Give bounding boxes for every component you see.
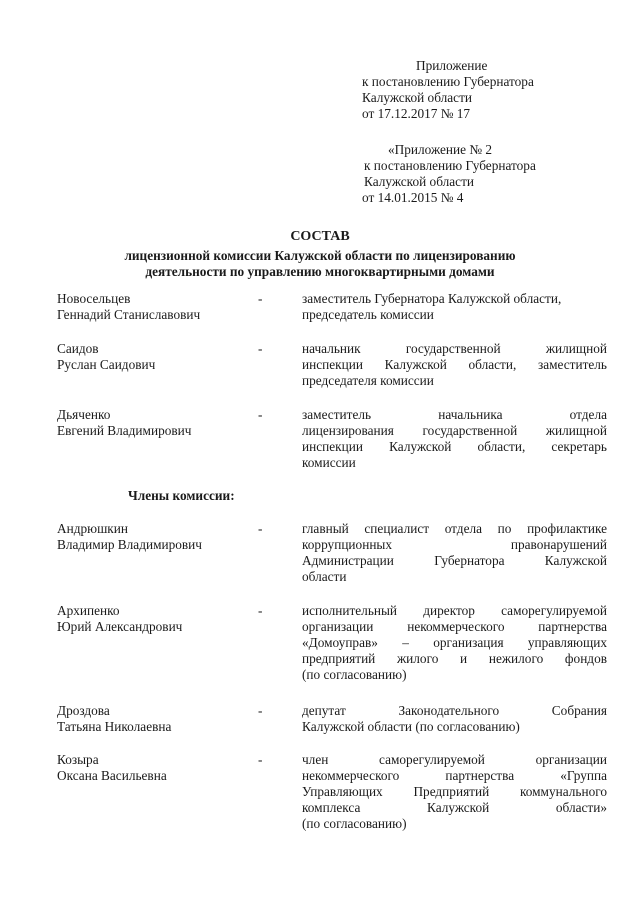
member-surname: Андрюшкин <box>57 521 128 536</box>
member-surname: Саидов <box>57 341 99 356</box>
member-role <box>302 291 607 323</box>
member-name <box>57 603 247 635</box>
member-name <box>57 341 247 373</box>
member-given-name: Евгений Владимирович <box>57 423 192 438</box>
member-role <box>302 407 607 471</box>
appendix-line: Калужской области <box>362 90 472 105</box>
dash-separator: - <box>258 521 263 536</box>
member-given-name: Татьяна Николаевна <box>57 719 172 734</box>
dash-separator: - <box>258 291 263 306</box>
role-line: главный специалист отдела по профилактике <box>302 521 607 536</box>
role-line: «Домоуправ» – организация управляющих <box>302 635 607 650</box>
role-line: комплекса Калужской области» <box>302 800 607 815</box>
role-line: исполнительный директор саморегулируемой <box>302 603 607 618</box>
role-line: депутат Законодательного Собрания <box>302 703 607 718</box>
member-given-name: Оксана Васильевна <box>57 768 167 783</box>
member-role <box>302 603 607 683</box>
member-surname: Дроздова <box>57 703 110 718</box>
role-line: заместитель Губернатора Калужской области, <box>302 291 562 306</box>
role-line: коррупционных правонарушений <box>302 537 607 552</box>
appendix-line: Приложение <box>416 58 488 73</box>
dash-separator: - <box>258 603 263 618</box>
role-line: Администрации Губернатора Калужской <box>302 553 607 568</box>
dash-separator: - <box>258 341 263 356</box>
appendix-prev-line: от 14.01.2015 № 4 <box>362 190 464 205</box>
role-line: области <box>302 569 347 584</box>
members-heading: Члены комиссии: <box>128 488 235 503</box>
member-name <box>57 407 247 439</box>
dash-separator: - <box>258 752 263 767</box>
document-heading: СОСТАВ <box>290 229 350 244</box>
member-surname: Новосельцев <box>57 291 131 306</box>
member-role <box>302 341 607 389</box>
member-given-name: Юрий Александрович <box>57 619 183 634</box>
role-line: Калужской области (по согласованию) <box>302 719 520 734</box>
role-line: председатель комиссии <box>302 307 434 322</box>
appendix-block <box>362 58 612 122</box>
role-line: комиссии <box>302 455 356 470</box>
member-role <box>302 752 607 832</box>
member-name <box>57 752 247 784</box>
dash-separator: - <box>258 703 263 718</box>
role-line: председателя комиссии <box>302 373 434 388</box>
member-surname: Дьяченко <box>57 407 111 422</box>
appendix-prev-line: Калужской области <box>364 174 474 189</box>
member-given-name: Геннадий Станиславович <box>57 307 201 322</box>
member-role <box>302 521 607 585</box>
role-line: инспекции Калужской области, заместитель <box>302 357 607 372</box>
member-name <box>57 291 247 323</box>
role-line: инспекции Калужской области, секретарь <box>302 439 607 454</box>
member-surname: Архипенко <box>57 603 120 618</box>
role-line: (по согласованию) <box>302 667 407 682</box>
member-surname: Козыра <box>57 752 99 767</box>
appendix-prev-line: «Приложение № 2 <box>388 142 492 157</box>
appendix-prev-line: к постановлению Губернатора <box>364 158 536 173</box>
member-name <box>57 703 247 735</box>
dash-separator: - <box>258 407 263 422</box>
role-line: организации некоммерческого партнерства <box>302 619 607 634</box>
member-given-name: Руслан Саидович <box>57 357 156 372</box>
member-role <box>302 703 607 735</box>
role-line: Управляющих Предприятий коммунального <box>302 784 607 799</box>
member-given-name: Владимир Владимирович <box>57 537 202 552</box>
role-line: начальник государственной жилищной <box>302 341 607 356</box>
document-subtitle-line2: деятельности по управлению многоквартирными домами <box>145 264 495 279</box>
role-line: (по согласованию) <box>302 816 407 831</box>
role-line: член саморегулируемой организации <box>302 752 607 767</box>
appendix-line: к постановлению Губернатора <box>362 74 534 89</box>
role-line: заместитель начальника отдела <box>302 407 607 422</box>
role-line: предприятий жилого и нежилого фондов <box>302 651 607 666</box>
document-subtitle-line1: лицензионной комиссии Калужской области по лицензированию <box>124 248 516 263</box>
member-name <box>57 521 247 553</box>
appendix-prev-block <box>362 142 612 206</box>
role-line: лицензирования государственной жилищной <box>302 423 607 438</box>
role-line: некоммерческого партнерства «Группа <box>302 768 607 783</box>
appendix-line: от 17.12.2017 № 17 <box>362 106 471 121</box>
